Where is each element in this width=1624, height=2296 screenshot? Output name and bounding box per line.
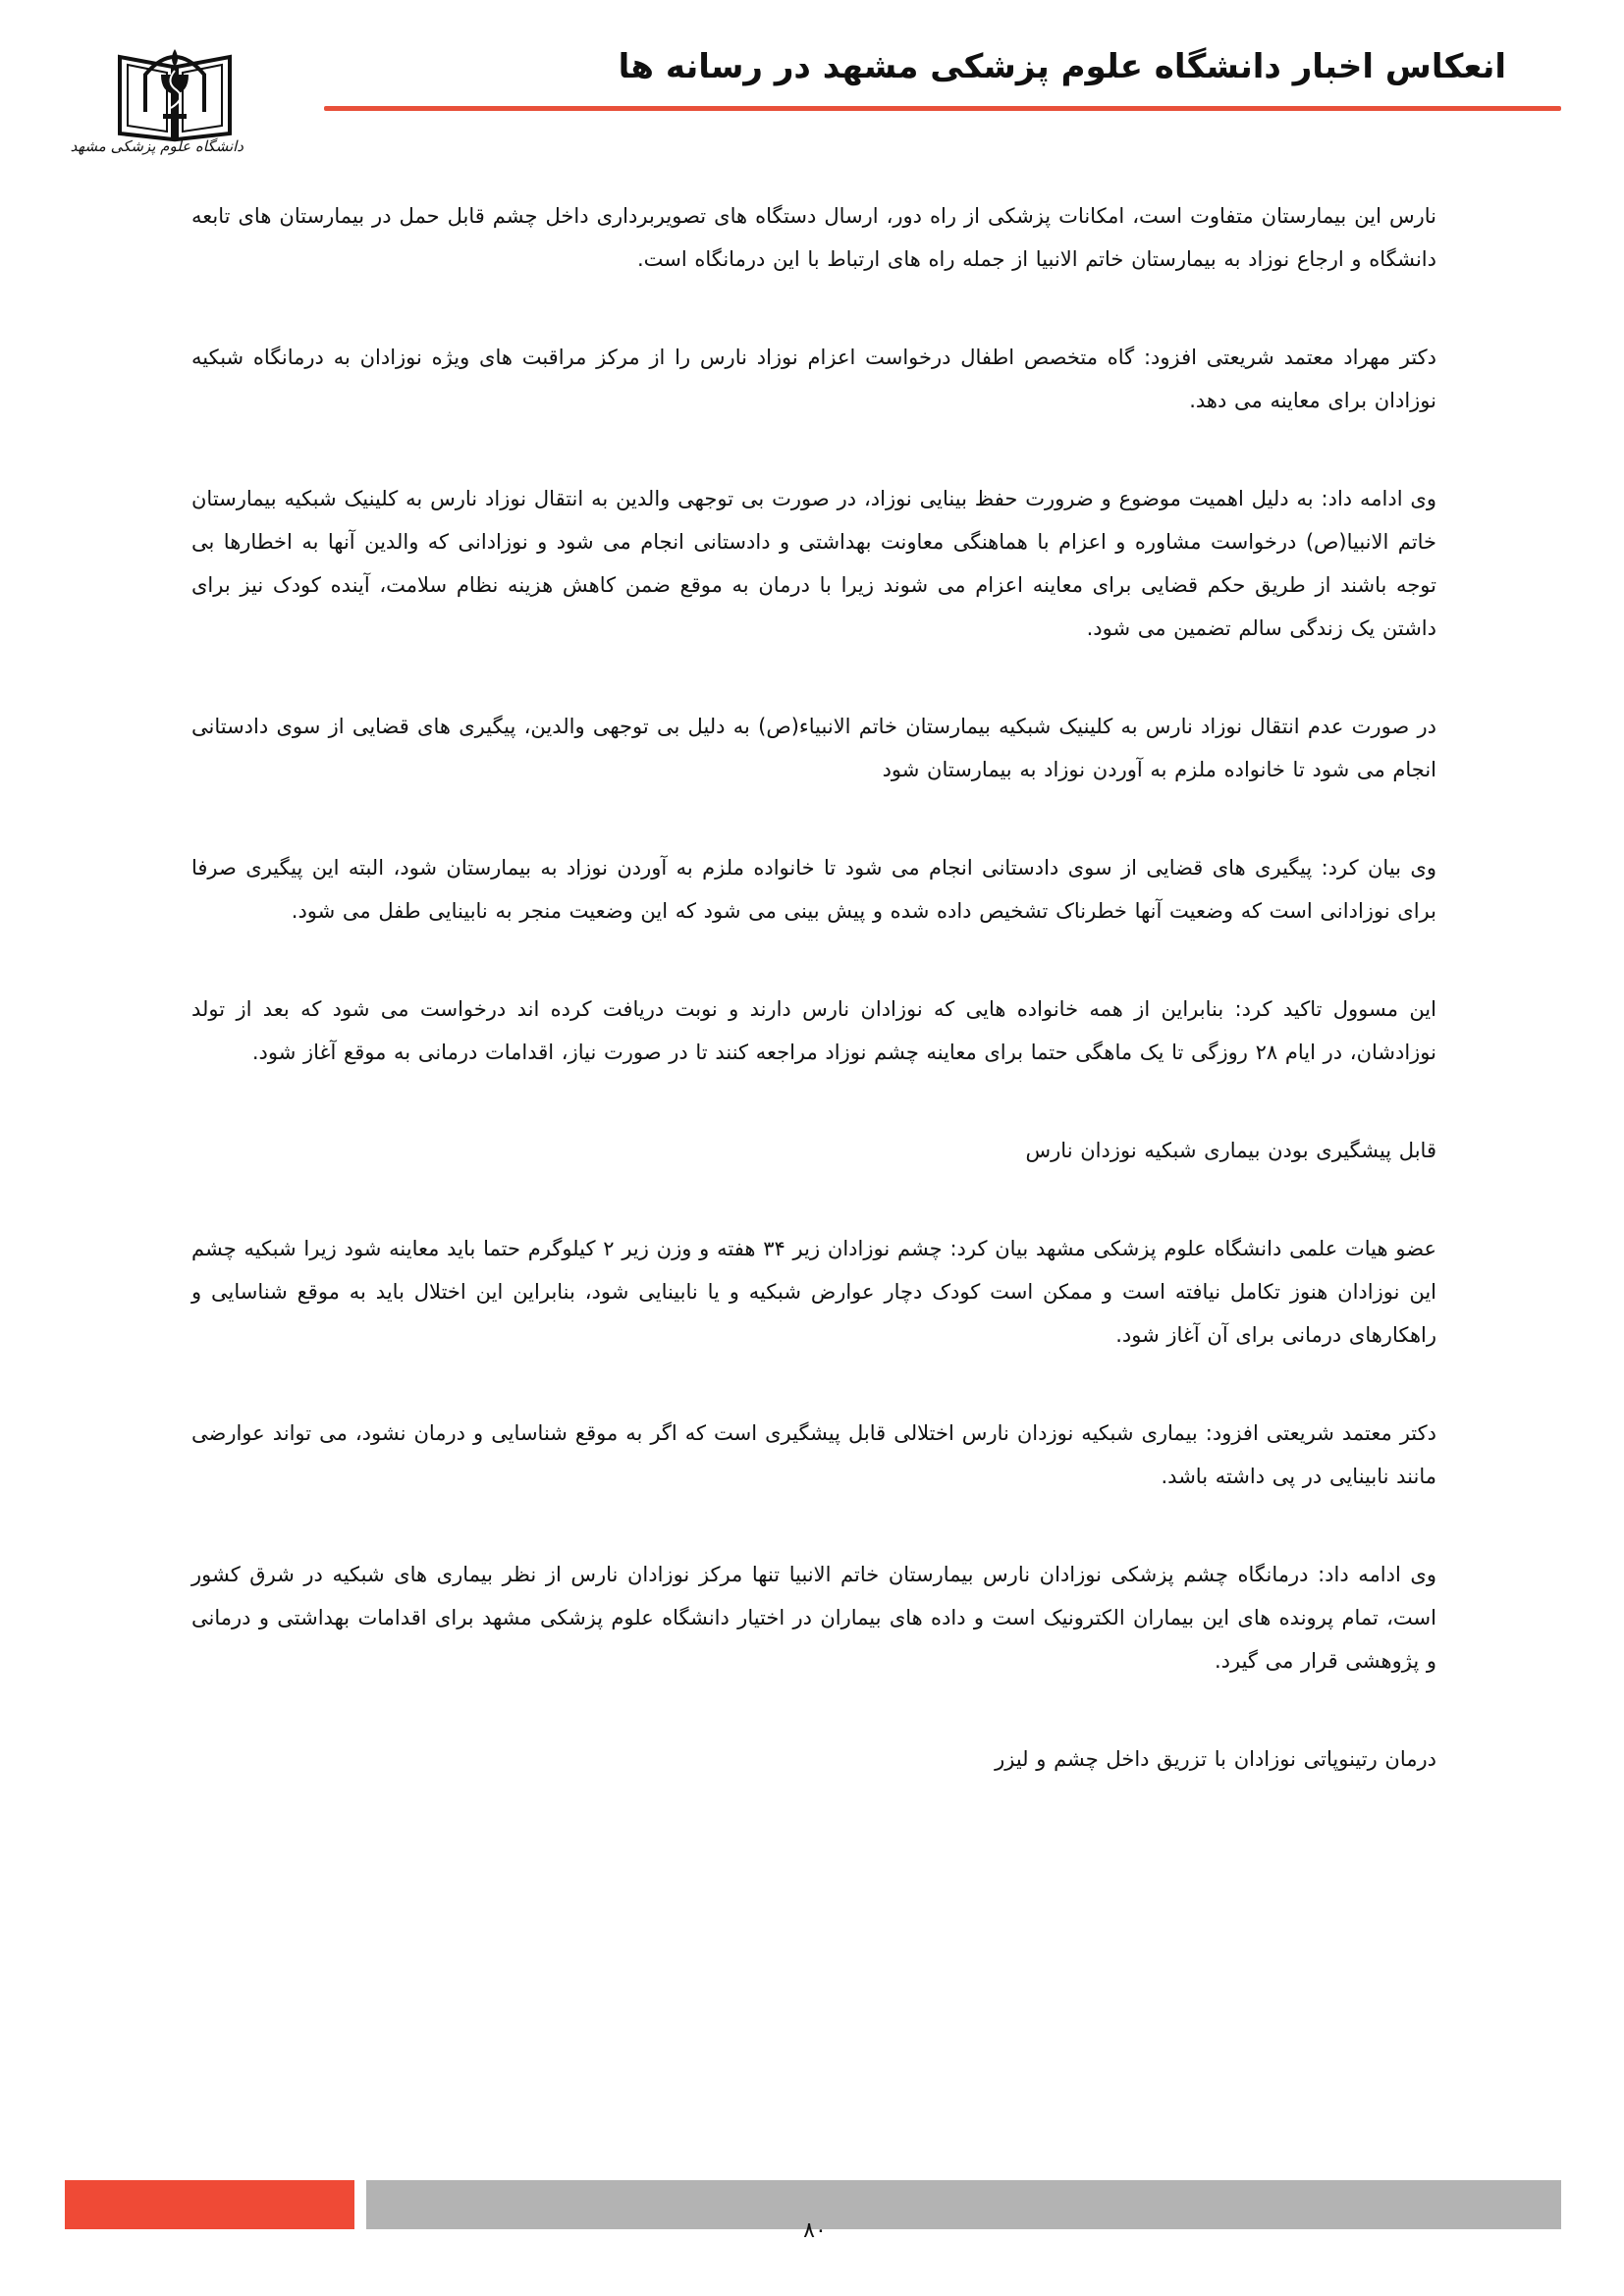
paragraph: عضو هیات علمی دانشگاه علوم پزشکی مشهد بیان کرد: چشم نوزادان زیر ۳۴ هفته و وزن زیر ۲ کیلوگرم حتما باید معاینه شود زیرا شبکیه چشم این نوزادان هنوز تکامل نیافته است و ممکن است کودک دچار عوارض شبکیه و یا نابینایی شود، بنابراین این اختلال باید به موقع شناسایی و راهکارهای درمانی برای آن آغاز شود. [191, 1237, 1436, 1347]
paragraph: این مسوول تاکید کرد: بنابراین از همه خانواده هایی که نوزادان نارس دارند و نوبت دریافت کرده اند درخواست می شود که بعد از تولد نوزادشان، در ایام ۲۸ روزگی تا یک ماهگی حتما برای معاینه چشم نوزاد مراجعه کنند تا در صورت نیاز، اقدامات درمانی به موقع آغاز شود. [191, 997, 1436, 1064]
footer-gray-bar [366, 2180, 1561, 2229]
footer-red-bar [65, 2180, 354, 2229]
paragraph: دکتر مهراد معتمد شریعتی افزود: گاه متخصص اطفال درخواست اعزام نوزاد نارس را از مرکز مراقبت های ویژه نوزادان به درمانگاه شبکیه نوزادان برای معاینه می دهد. [191, 346, 1436, 412]
paragraph: در صورت عدم انتقال نوزاد نارس به کلینیک شبکیه بیمارستان خاتم الانبیاء(ص) به دلیل بی توجهی والدین، پیگیری های قضایی از سوی دادستانی انجام می شود تا خانواده ملزم به آوردن نوزاد به بیمارستان شود [191, 715, 1436, 781]
paragraph: وی ادامه داد: به دلیل اهمیت موضوع و ضرورت حفظ بینایی نوزاد، در صورت بی توجهی والدین به انتقال نوزاد نارس به کلینیک شبکیه بیمارستان خاتم الانبیا(ص) درخواست مشاوره و اعزام با هماهنگی معاونت بهداشتی و دادستانی انجام می شود و نوزادانی که والدین آنها به اخطارها بی توجه باشند از طریق حکم قضایی برای معاینه اعزام می شوند زیرا با درمان به موقع ضمن کاهش هزینه نظام سلامت، آینده کودک نیز برای داشتن یک زندگی سالم تضمین می شود. [191, 487, 1436, 640]
paragraph: وی بیان کرد: پیگیری های قضایی از سوی دادستانی انجام می شود تا خانواده ملزم به آوردن نوزاد به بیمارستان شود، البته این پیگیری صرفا برای نوزادانی است که وضعیت آنها خطرناک تشخیص داده شده و پیش بینی می شود که این وضعیت منجر به نابینایی طفل می شود. [191, 856, 1436, 923]
page-number: ۸۰ [803, 2218, 827, 2243]
paragraph: وی ادامه داد: درمانگاه چشم پزشکی نوزادان نارس بیمارستان خاتم الانبیا تنها مرکز نوزادان نارس از نظر بیماری های شبکیه در شرق کشور است، تمام پرونده های این بیماران الکترونیک است و داده های بیماران در اختیار دانشگاه علوم پزشکی مشهد برای اقدامات بهداشتی و درمانی و پژوهشی قرار می گیرد. [191, 1563, 1436, 1673]
paragraph: نارس این بیمارستان متفاوت است، امکانات پزشکی از راه دور، ارسال دستگاه های تصویربرداری داخل چشم قابل حمل در بیمارستان های تابعه دانشگاه و ارجاع نوزاد به بیمارستان خاتم الانبیا از جمله راه های ارتباط با این درمانگاه است. [191, 204, 1436, 271]
header-divider [324, 106, 1561, 111]
article-body [191, 194, 1436, 1836]
page-header-title: انعکاس اخبار دانشگاه علوم پزشکی مشهد در رسانه ها [618, 47, 1506, 86]
logo-caption: دانشگاه علوم پزشکی مشهد [70, 137, 244, 155]
section-heading: قابل پیشگیری بودن بیماری شبکیه نوزدان نارس [1025, 1139, 1436, 1162]
section-heading: درمان رتینوپاتی نوزادان با تزریق داخل چشم و لیزر [995, 1747, 1436, 1771]
paragraph: دکتر معتمد شریعتی افزود: بیماری شبکیه نوزدان نارس اختلالی قابل پیشگیری است که اگر به موقع شناسایی و درمان نشود، می تواند عوارضی مانند نابینایی در پی داشته باشد. [191, 1421, 1436, 1488]
